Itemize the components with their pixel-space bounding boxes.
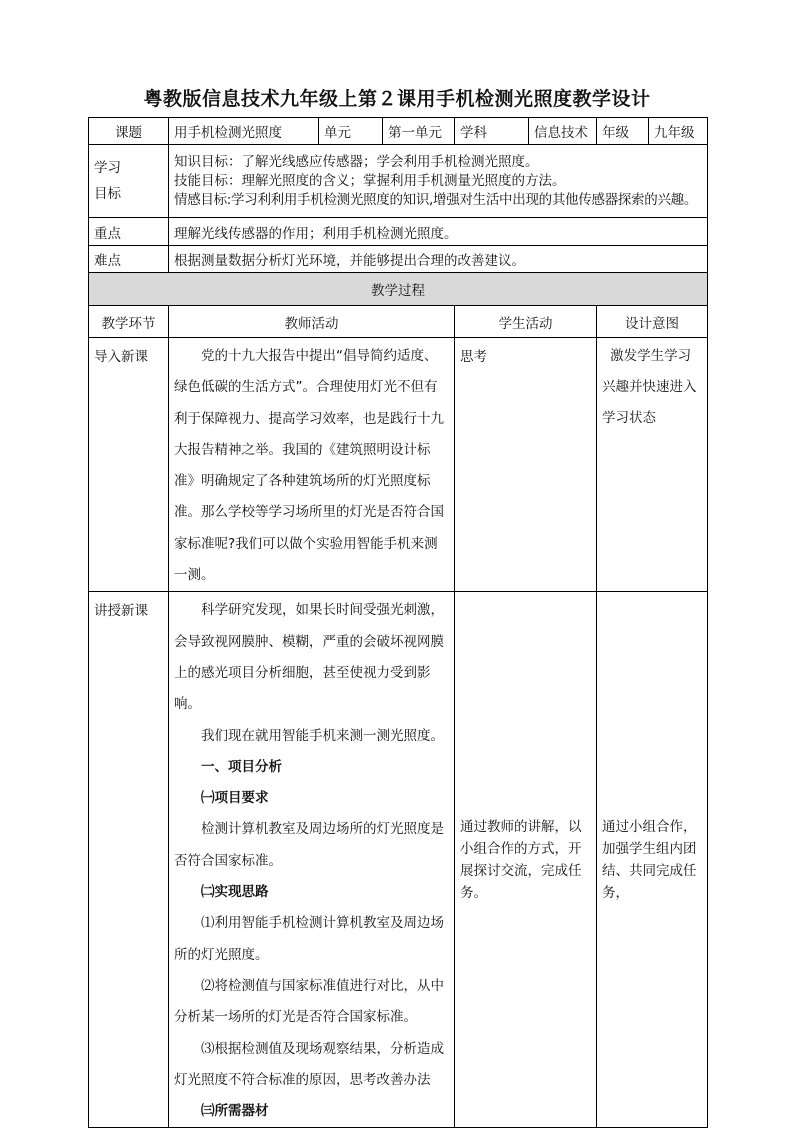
lecture-design: 通过小组合作，加强学生组内团结、共同完成任务，	[597, 592, 708, 1128]
lecture-paragraph: ⑴利用智能手机检测计算机教室及周边场所的灯光照度。	[174, 915, 444, 963]
difficulty-row	[89, 246, 708, 273]
intro-design	[597, 338, 708, 592]
lecture-student: 通过教师的讲解，以小组合作的方式，开展探讨交流，完成任务。	[455, 592, 597, 1128]
lecture-paragraph: 科学研究发现，如果长时间受强光刺激，会导致视网膜肿、模糊，严重的会破坏视网膜上的感光项目分析细胞，甚至使视力受到影响。	[174, 602, 444, 713]
subsection-heading: ㈢所需器材	[201, 1103, 269, 1120]
subject-label: 学科	[455, 118, 529, 145]
col-student: 学生活动	[455, 306, 597, 338]
section-heading: 一、项目分析	[201, 758, 282, 775]
lecture-stage: 讲授新课	[89, 592, 169, 1128]
unit-value: 第一单元	[383, 118, 455, 145]
lecture-paragraph: ⑶根据检测值及现场观察结果，分析造成灯光照度不符合标准的原因，思考改善办法	[174, 1040, 444, 1088]
document-title: 粤教版信息技术九年级上第２课用手机检测光照度教学设计	[143, 88, 651, 110]
intro-stage: 导入新课	[89, 338, 169, 592]
lecture-row	[89, 592, 708, 1128]
goals-row	[89, 145, 708, 218]
intro-student: 思考	[455, 338, 597, 592]
subsection-heading: ㈡实现思路	[201, 884, 269, 901]
topic-label: 课题	[89, 118, 169, 145]
goal-skill: 技能目标：理解光照度的含义；掌握利用手机测量光照度的方法。	[174, 172, 566, 189]
intro-row	[89, 338, 708, 592]
col-teacher: 教师活动	[169, 306, 455, 338]
info-row	[89, 118, 708, 145]
lesson-plan-table	[88, 117, 708, 1128]
goal-knowledge: 知识目标：了解光线感应传感器；学会利用手机检测光照度。	[174, 153, 539, 170]
goal-emotion: 情感目标:学习利利用手机检测光照度的知识,增强对生活中出现的其他传感器探索的兴趣。	[174, 191, 698, 208]
subject-value: 信息技术	[529, 118, 597, 145]
goals-label-line-1: 学习	[94, 160, 121, 176]
goals-label	[89, 145, 169, 218]
key-point-text: 理解光线传感器的作用；利用手机检测光照度。	[169, 218, 708, 246]
difficulty-label: 难点	[89, 246, 169, 273]
unit-label: 单元	[319, 118, 383, 145]
intro-teacher	[169, 338, 455, 592]
col-design: 设计意图	[597, 306, 708, 338]
lecture-paragraph: 我们现在就用智能手机来测一测光照度。	[201, 727, 444, 744]
column-header-row	[89, 306, 708, 338]
intro-teacher-text: 党的十九大报告中提出“倡导简约适度、绿色低碳的生活方式”。合理使用灯光不但有利于保障视力、提高学习效率，也是践行十九大报告精神之举。我国的《建筑照明设计标准》明确规定了各种建筑场所的灯光照度标准。那么学校等学习场所里的灯光是否符合国家标准呢?我们可以做个实验用智能手机来测一测。	[174, 348, 444, 584]
topic-value: 用手机检测光照度	[169, 118, 319, 145]
lecture-teacher	[169, 592, 455, 1128]
intro-design-text: 激发学生学习兴趣并快速进入学习状态	[602, 348, 697, 426]
goals-label-line-2: 目标	[94, 186, 121, 202]
lecture-paragraph: 检测计算机教室及周边场所的灯光照度是否符合国家标准。	[174, 821, 444, 869]
grade-value: 九年级	[649, 118, 708, 145]
difficulty-text: 根据测量数据分析灯光环境，并能够提出合理的改善建议。	[169, 246, 708, 273]
goals-content	[169, 145, 708, 218]
lecture-paragraph: ⑵将检测值与国家标准值进行对比，从中分析某一场所的灯光是否符合国家标准。	[174, 977, 444, 1026]
grade-label: 年级	[597, 118, 649, 145]
key-point-label: 重点	[89, 218, 169, 246]
process-header-row	[89, 273, 708, 306]
subsection-heading: ㈠项目要求	[201, 790, 269, 807]
col-stage: 教学环节	[89, 306, 169, 338]
key-point-row	[89, 218, 708, 246]
process-header: 教学过程	[89, 273, 708, 306]
